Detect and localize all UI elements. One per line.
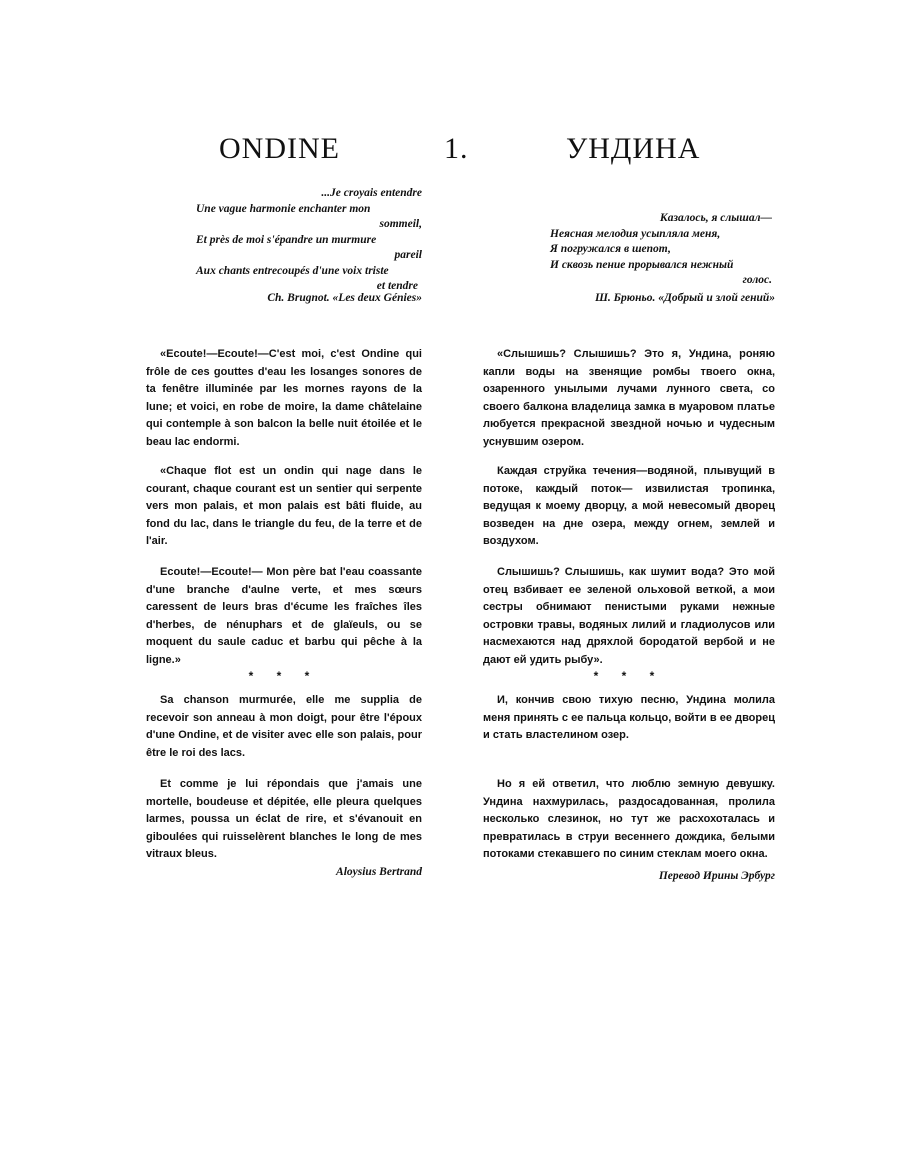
epigraph-line: Я погружался в шепот,: [550, 243, 671, 255]
paragraph: Et comme je lui répondais que j'amais une mortelle, boudeuse et dépitée, elle pleura quelques larmes, poussa un éclat de rire, et s'évanouit en giboulées qui ruisselèrent blanches le long de mes vitraux bleus.: [146, 778, 422, 861]
epigraph-line: Une vague harmonie enchanter mon: [196, 202, 371, 215]
section-break-russian: * * *: [593, 669, 665, 683]
paragraph: Слышишь? Слышишь, как шумит вода? Это мой отец взбивает ее зеленой ольховой веткой, а мои сестры обнимают пенистыми руками нежные островки травы, водяных лилий и гладиолусов или насмехаются над дряхлой бородатой вербой и не дают ей удить рыбу».: [483, 566, 775, 666]
title-russian: УНДИНА: [566, 132, 701, 165]
text-french-p4: [146, 692, 422, 762]
poem-number: 1.: [444, 132, 469, 165]
epigraph-line: sommeil,: [379, 218, 422, 230]
epigraph-line: ...Je croyais entendre: [321, 187, 422, 199]
text-russian-p4: [483, 692, 775, 745]
paragraph: Но я ей ответил, что люблю земную девушку. Ундина нахмурилась, раздосадованная, пролила несколько слезинок, но тут же расхохоталась и превратилась в струи весеннего дождика, белыми потоками стекавшего по синим стеклам моего окна.: [483, 778, 775, 861]
paragraph: «Ecoute!—Ecoute!—C'est moi, c'est Ondine qui frôle de ces gouttes d'eau les losanges sonores de ta fenêtre illuminée par les mornes rayons de la lune; et voici, en robe de moire, la dame châtelaine qui contemple à son balcon la belle nuit étoilée et le beau lac endormi.: [146, 348, 422, 448]
epigraph-line: Казалось, я слышал—: [659, 212, 772, 224]
paragraph: Каждая струйка течения—водяной, плывущий в потоке, каждый поток— извилистая тропинка, ведущая к моему дворцу, а мой невесомый дворец возведен на дне озера, между огнем, землей и воздухом.: [483, 465, 775, 548]
author-french: Aloysius Bertrand: [336, 866, 422, 878]
epigraph-line: И сквозь пение прорывался нежный: [550, 258, 734, 271]
epigraph-line: pareil: [394, 249, 422, 261]
title-french: ONDINE: [219, 132, 340, 165]
text-russian-p5: [483, 776, 775, 864]
text-russian-p1: [483, 346, 775, 452]
paragraph: Ecoute!—Ecoute!— Mon père bat l'eau coassante d'une branche d'aulne verte, et mes sœurs caressent de leurs bras d'écume les fraîches îles d'herbes, de nénuphars et de glaïeuls, ou se moquent du saule caduc et barbu qui pêche à la ligne.»: [146, 566, 422, 666]
text-french-p3: [146, 564, 422, 670]
section-break-french: * * *: [248, 669, 320, 683]
epigraph-line: Aux chants entrecoupés d'une voix triste: [196, 264, 389, 277]
translator-credit: Перевод Ирины Эрбург: [658, 870, 775, 882]
text-french-p2: [146, 463, 422, 551]
epigraph-russian: [550, 211, 772, 289]
text-french-p5: [146, 776, 422, 864]
paragraph: И, кончив свою тихую песню, Ундина молила меня принять с ее пальца кольцо, войти в ее дворец и стать властелином озер.: [483, 694, 775, 742]
text-russian-p2: [483, 463, 775, 551]
epigraph-source-french: Ch. Brugnot. «Les deux Génies»: [267, 292, 422, 304]
paragraph: «Chaque flot est un ondin qui nage dans le courant, chaque courant est un sentier qui serpente vers mon palais, et mon palais est bâti fluide, au fond du lac, dans le triangle du feu, de la terre et de l'air.: [146, 465, 422, 548]
epigraph-source-russian: Ш. Брюньо. «Добрый и злой гений»: [594, 292, 775, 304]
paragraph: Sa chanson murmurée, elle me supplia de recevoir son anneau à mon doigt, pour être l'époux d'une Ondine, et de visiter avec elle son palais, pour être le roi des lacs.: [146, 694, 422, 759]
paragraph: «Слышишь? Слышишь? Это я, Ундина, роняю капли воды на звенящие ромбы твоего окна, озаренного унылыми лучами лунного света, со своего балкона владелица замка в муаровом платье любуется прекрасной звездной ночью и чудесным уснувшим озером.: [483, 348, 775, 448]
epigraph-line: голос.: [742, 274, 772, 286]
text-french-p1: [146, 346, 422, 452]
text-russian-p3: [483, 564, 775, 670]
epigraph-line: Et près de moi s'épandre un murmure: [196, 233, 377, 246]
epigraph-line: et tendre: [376, 280, 418, 292]
epigraph-line: Неясная мелодия усыпляла меня,: [550, 227, 721, 240]
epigraph-french: [196, 186, 422, 295]
